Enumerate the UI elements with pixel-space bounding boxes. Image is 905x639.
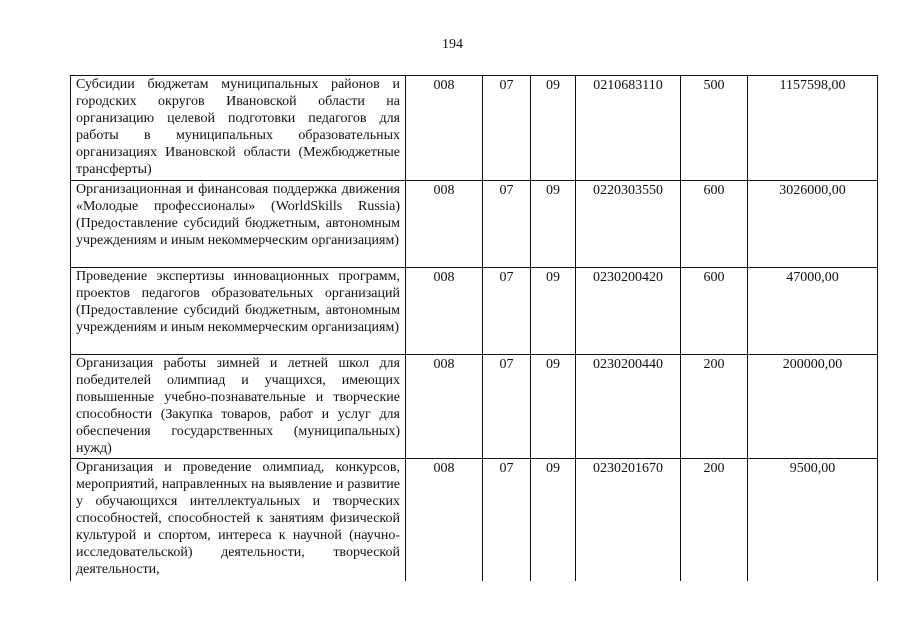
- target-article-cell: 0230200440: [576, 355, 681, 459]
- expense-name-cell: Организация работы зимней и летней школ для победителей олимпиад и учащихся, имеющих повышенные учебно-познавательные и творческие способности (Закупка товаров, работ и услуг для обеспечения государственных (муниципальных) нужд): [71, 355, 406, 459]
- expense-name-cell: Проведение экспертизы инновационных программ, проектов педагогов образовательных организаций (Предоставление субсидий бюджетным, автономным учреждениям и иным некоммерческим организациям): [71, 268, 406, 355]
- expense-type-cell: 600: [681, 268, 748, 355]
- subsection-code-cell: 09: [531, 76, 576, 181]
- amount-cell: 200000,00: [748, 355, 878, 459]
- expense-type-cell: 200: [681, 355, 748, 459]
- subsection-code-cell: 09: [531, 355, 576, 459]
- ministry-code-cell: 008: [406, 76, 483, 181]
- section-code-cell: 07: [483, 76, 531, 181]
- subsection-code-cell: 09: [531, 268, 576, 355]
- table-row: [71, 181, 878, 268]
- expense-type-cell: 600: [681, 181, 748, 268]
- section-code-cell: 07: [483, 181, 531, 268]
- amount-cell: 9500,00: [748, 459, 878, 581]
- target-article-cell: 0210683110: [576, 76, 681, 181]
- table-row: [71, 459, 878, 581]
- ministry-code-cell: 008: [406, 459, 483, 581]
- table-row: [71, 268, 878, 355]
- target-article-cell: 0220303550: [576, 181, 681, 268]
- target-article-cell: 0230200420: [576, 268, 681, 355]
- expense-name-cell: Организационная и финансовая поддержка движения «Молодые профессионалы» (WorldSkills Russia) (Предоставление субсидий бюджетным, автономным учреждениям и иным некоммерческим организациям): [71, 181, 406, 268]
- section-code-cell: 07: [483, 459, 531, 581]
- expense-name-cell: Организация и проведение олимпиад, конкурсов, мероприятий, направленных на выявление и развитие у обучающихся интеллектуальных и творческих способностей, способностей к занятиям физической культурой и спортом, интереса к научной (научно-исследовательской) деятельности, творческой деятельности,: [71, 459, 406, 581]
- ministry-code-cell: 008: [406, 181, 483, 268]
- expense-name-cell: Субсидии бюджетам муниципальных районов и городских округов Ивановской области на организацию целевой подготовки педагогов для работы в муниципальных образовательных организациях Ивановской области (Межбюджетные трансферты): [71, 76, 406, 181]
- budget-table: [70, 75, 878, 581]
- amount-cell: 47000,00: [748, 268, 878, 355]
- ministry-code-cell: 008: [406, 268, 483, 355]
- target-article-cell: 0230201670: [576, 459, 681, 581]
- section-code-cell: 07: [483, 268, 531, 355]
- page-number: 194: [442, 37, 463, 52]
- subsection-code-cell: 09: [531, 181, 576, 268]
- table-row: [71, 76, 878, 181]
- amount-cell: 3026000,00: [748, 181, 878, 268]
- table-row: [71, 355, 878, 459]
- expense-type-cell: 200: [681, 459, 748, 581]
- subsection-code-cell: 09: [531, 459, 576, 581]
- expense-type-cell: 500: [681, 76, 748, 181]
- section-code-cell: 07: [483, 355, 531, 459]
- ministry-code-cell: 008: [406, 355, 483, 459]
- amount-cell: 1157598,00: [748, 76, 878, 181]
